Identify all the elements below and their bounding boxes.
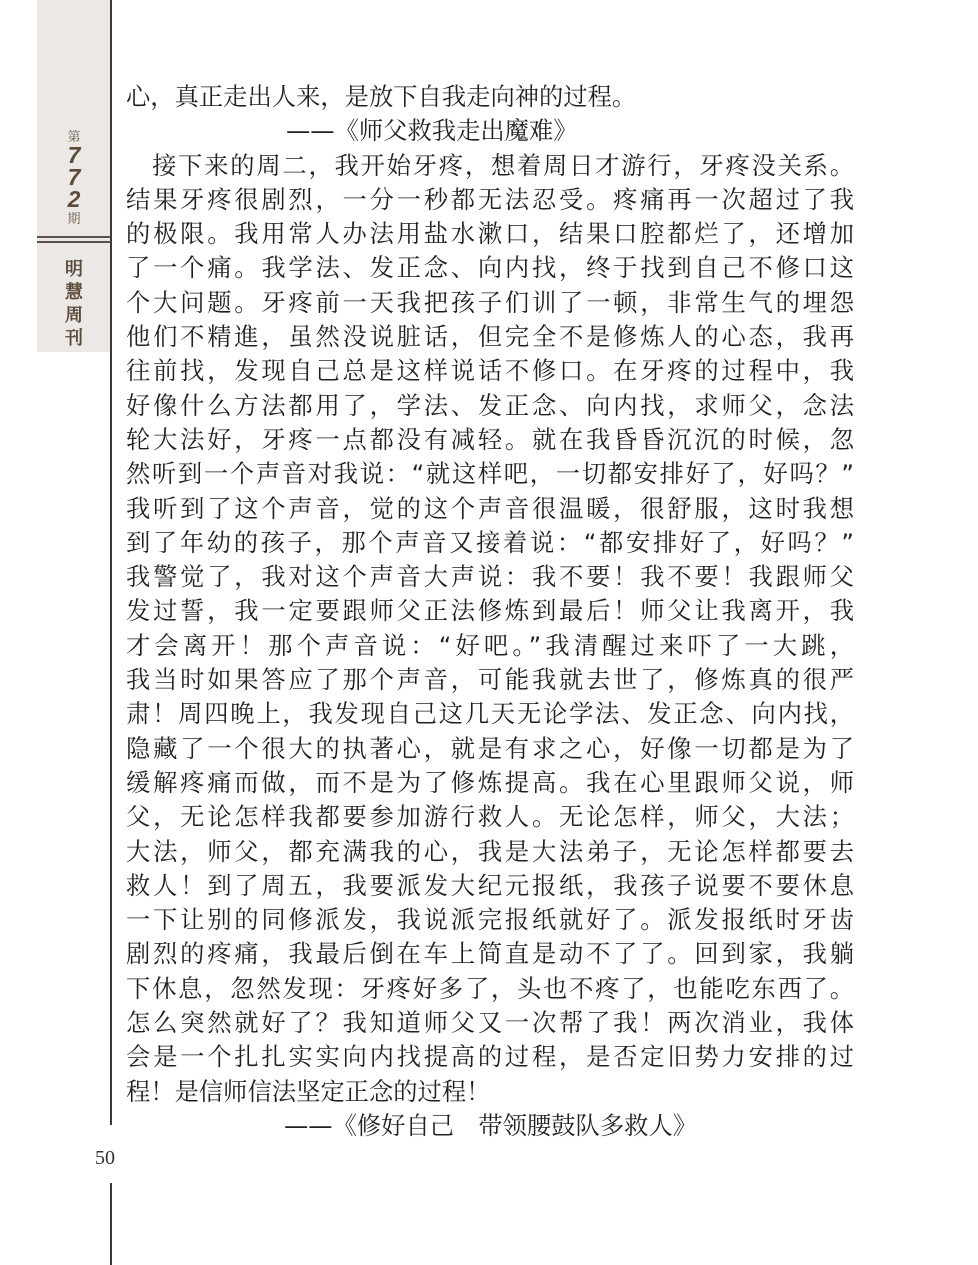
text-line: 结果牙疼很剧烈，一分一秒都无法忍受。疼痛再一次超过了我 — [126, 184, 854, 214]
text-line: 父，无论怎样我都要参加游行救人。无论怎样，师父，大法； — [126, 802, 854, 832]
text-line: 会是一个扎扎实实向内找提高的过程，是否定旧势力安排的过 — [126, 1042, 854, 1072]
text-line: 的极限。我用常人办法用盐水漱口，结果口腔都烂了，还增加 — [126, 219, 854, 249]
magazine-char: 明 — [65, 259, 83, 280]
text-line: 轮大法好，牙疼一点都没有减轻。就在我昏昏沉沉的时候，忽 — [126, 424, 854, 454]
text-line: 剧烈的疼痛，我最后倒在车上简直是动不了了。回到家，我躺 — [126, 939, 854, 969]
text-line: 我当时如果答应了那个声音，可能我就去世了，修炼真的很严 — [126, 665, 854, 695]
text-line: 了一个痛。我学法、发正念、向内找，终于找到自己不修口这 — [126, 253, 854, 283]
text-line: 好像什么方法都用了，学法、发正念、向内找，求师父，念法 — [126, 390, 854, 420]
text-line: 怎么突然就好了？我知道师父又一次帮了我！两次消业，我体 — [126, 1008, 854, 1038]
issue-suffix: 期 — [67, 212, 81, 227]
text-line: 他们不精進，虽然没说脏话，但完全不是修炼人的心态，我再 — [126, 322, 854, 352]
text-line: 救人！到了周五，我要派发大纪元报纸，我孩子说要不要休息 — [126, 870, 854, 900]
issue-digit: 7 — [67, 164, 81, 190]
text-line: 才会离开！那个声音说：“好吧。”我清醒过来吓了一大跳， — [126, 630, 854, 660]
divider — [37, 236, 111, 238]
divider — [37, 241, 111, 243]
text-line: 程！是信师信法坚定正念的过程！ — [126, 1076, 491, 1106]
text-line: 我警觉了，我对这个声音大声说：我不要！我不要！我跟师父 — [126, 562, 854, 592]
text-line: 下休息，忽然发现：牙疼好多了，头也不疼了，也能吃东西了。 — [126, 973, 854, 1003]
text-line: 隐藏了一个很大的执著心，就是有求之心，好像一切都是为了 — [126, 733, 854, 763]
magazine-char: 刊 — [65, 328, 83, 349]
article-body — [126, 80, 854, 1143]
margin-rule-bottom — [110, 1183, 112, 1265]
text-line: 大法，师父，都充满我的心，我是大法弟子，无论怎样都要去 — [126, 836, 854, 866]
text-line: 然听到一个声音对我说：“就这样吧，一切都安排好了，好吗？” — [126, 459, 854, 489]
magazine-char: 周 — [65, 305, 83, 326]
source-citation: ——《师父救我走出魔难》 — [286, 116, 578, 146]
text-line: 心，真正走出人来，是放下自我走向神的过程。 — [126, 82, 637, 111]
text-line: 我听到了这个声音，觉的这个声音很温暖，很舒服，这时我想 — [126, 493, 854, 523]
text-line: 接下来的周二，我开始牙疼，想着周日才游行，牙疼没关系。 — [126, 150, 854, 180]
issue-number — [37, 144, 111, 210]
issue-digit: 7 — [67, 142, 81, 168]
text-line: 缓解疼痛而做，而不是为了修炼提高。我在心里跟师父说，师 — [126, 767, 854, 797]
text-line: 发过誓，我一定要跟师父正法修炼到最后！师父让我离开，我 — [126, 596, 854, 626]
issue-digit: 2 — [67, 186, 81, 212]
magazine-title — [37, 258, 111, 350]
issue-prefix: 第 — [67, 130, 81, 145]
text-line: 往前找，发现自己总是这样说话不修口。在牙疼的过程中，我 — [126, 356, 854, 386]
page-number: 50 — [95, 1147, 115, 1169]
text-line: 一下让别的同修派发，我说派完报纸就好了。派发报纸时牙齿 — [126, 905, 854, 935]
magazine-char: 慧 — [65, 282, 83, 303]
text-line: 到了年幼的孩子，那个声音又接着说：“都安排好了，好吗？” — [126, 527, 854, 557]
source-citation: ——《修好自己 带领腰鼓队多救人》 — [284, 1110, 698, 1140]
text-line: 个大问题。牙疼前一天我把孩子们训了一顿，非常生气的埋怨 — [126, 287, 854, 317]
text-line: 肃！周四晚上，我发现自己这几天无论学法、发正念、向内找， — [126, 699, 854, 729]
